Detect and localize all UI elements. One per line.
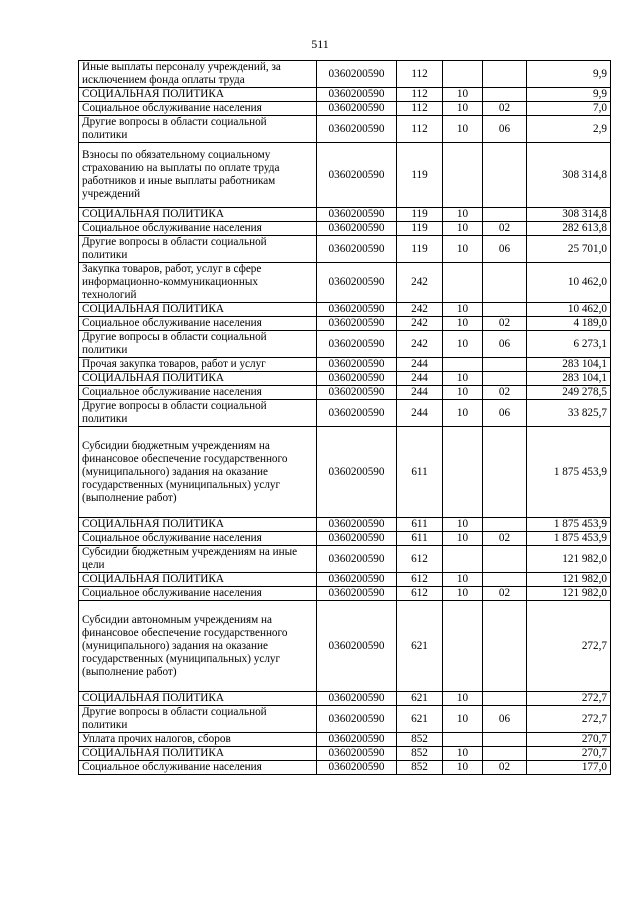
subsection-code xyxy=(483,208,527,222)
table-row xyxy=(79,427,611,518)
row-name: СОЦИАЛЬНАЯ ПОЛИТИКА xyxy=(79,692,317,706)
amount: 7,0 xyxy=(527,102,611,116)
target-code: 0360200590 xyxy=(317,518,397,532)
section-code: 10 xyxy=(443,386,483,400)
target-code: 0360200590 xyxy=(317,747,397,761)
section-code: 10 xyxy=(443,303,483,317)
amount: 282 613,8 xyxy=(527,222,611,236)
section-code: 10 xyxy=(443,331,483,358)
table-row xyxy=(79,236,611,263)
row-name: Другие вопросы в области социальной политики xyxy=(79,400,317,427)
amount: 10 462,0 xyxy=(527,263,611,303)
row-name: СОЦИАЛЬНАЯ ПОЛИТИКА xyxy=(79,88,317,102)
subsection-code xyxy=(483,427,527,518)
row-name: Другие вопросы в области социальной политики xyxy=(79,706,317,733)
subsection-code xyxy=(483,143,527,208)
subsection-code xyxy=(483,733,527,747)
section-code: 10 xyxy=(443,587,483,601)
row-name: СОЦИАЛЬНАЯ ПОЛИТИКА xyxy=(79,303,317,317)
section-code xyxy=(443,733,483,747)
page-number: 511 xyxy=(311,37,329,51)
target-code: 0360200590 xyxy=(317,236,397,263)
expense-type: 244 xyxy=(397,358,443,372)
budget-table-body xyxy=(79,61,611,775)
table-row xyxy=(79,532,611,546)
expense-type: 611 xyxy=(397,532,443,546)
subsection-code xyxy=(483,546,527,573)
expense-type: 612 xyxy=(397,587,443,601)
amount: 308 314,8 xyxy=(527,143,611,208)
section-code: 10 xyxy=(443,400,483,427)
section-code: 10 xyxy=(443,747,483,761)
target-code: 0360200590 xyxy=(317,706,397,733)
amount: 283 104,1 xyxy=(527,358,611,372)
table-row xyxy=(79,222,611,236)
amount: 308 314,8 xyxy=(527,208,611,222)
table-row xyxy=(79,747,611,761)
amount: 1 875 453,9 xyxy=(527,518,611,532)
row-name: Социальное обслуживание населения xyxy=(79,102,317,116)
subsection-code xyxy=(483,601,527,692)
section-code: 10 xyxy=(443,222,483,236)
expense-type: 119 xyxy=(397,143,443,208)
section-code: 10 xyxy=(443,317,483,331)
amount: 272,7 xyxy=(527,692,611,706)
budget-table xyxy=(78,60,611,775)
subsection-code: 02 xyxy=(483,761,527,775)
amount: 177,0 xyxy=(527,761,611,775)
amount: 272,7 xyxy=(527,706,611,733)
row-name: СОЦИАЛЬНАЯ ПОЛИТИКА xyxy=(79,747,317,761)
target-code: 0360200590 xyxy=(317,761,397,775)
target-code: 0360200590 xyxy=(317,372,397,386)
target-code: 0360200590 xyxy=(317,116,397,143)
row-name: Социальное обслуживание населения xyxy=(79,222,317,236)
row-name: Взносы по обязательному социальному страхованию на выплаты по оплате труда работников и иные выплаты работникам учреждений xyxy=(79,143,317,208)
expense-type: 119 xyxy=(397,222,443,236)
expense-type: 612 xyxy=(397,573,443,587)
target-code: 0360200590 xyxy=(317,208,397,222)
section-code: 10 xyxy=(443,518,483,532)
row-name: Социальное обслуживание населения xyxy=(79,386,317,400)
table-row xyxy=(79,573,611,587)
expense-type: 611 xyxy=(397,518,443,532)
row-name: Субсидии бюджетным учреждениям на иные цели xyxy=(79,546,317,573)
table-row xyxy=(79,692,611,706)
expense-type: 242 xyxy=(397,263,443,303)
expense-type: 852 xyxy=(397,747,443,761)
table-row xyxy=(79,546,611,573)
expense-type: 244 xyxy=(397,400,443,427)
amount: 9,9 xyxy=(527,88,611,102)
target-code: 0360200590 xyxy=(317,427,397,518)
row-name: Социальное обслуживание населения xyxy=(79,587,317,601)
table-row xyxy=(79,372,611,386)
expense-type: 119 xyxy=(397,236,443,263)
section-code xyxy=(443,358,483,372)
row-name: Другие вопросы в области социальной политики xyxy=(79,116,317,143)
table-row xyxy=(79,518,611,532)
subsection-code: 06 xyxy=(483,331,527,358)
section-code xyxy=(443,601,483,692)
row-name: СОЦИАЛЬНАЯ ПОЛИТИКА xyxy=(79,208,317,222)
row-name: Другие вопросы в области социальной политики xyxy=(79,236,317,263)
amount: 4 189,0 xyxy=(527,317,611,331)
section-code xyxy=(443,61,483,88)
target-code: 0360200590 xyxy=(317,587,397,601)
target-code: 0360200590 xyxy=(317,61,397,88)
subsection-code: 02 xyxy=(483,587,527,601)
section-code: 10 xyxy=(443,573,483,587)
row-name: СОЦИАЛЬНАЯ ПОЛИТИКА xyxy=(79,573,317,587)
row-name: Иные выплаты персоналу учреждений, за исключением фонда оплаты труда xyxy=(79,61,317,88)
target-code: 0360200590 xyxy=(317,546,397,573)
section-code: 10 xyxy=(443,532,483,546)
target-code: 0360200590 xyxy=(317,303,397,317)
section-code: 10 xyxy=(443,236,483,263)
expense-type: 242 xyxy=(397,317,443,331)
section-code: 10 xyxy=(443,116,483,143)
section-code: 10 xyxy=(443,761,483,775)
section-code xyxy=(443,143,483,208)
subsection-code: 02 xyxy=(483,317,527,331)
amount: 10 462,0 xyxy=(527,303,611,317)
subsection-code: 06 xyxy=(483,706,527,733)
amount: 1 875 453,9 xyxy=(527,427,611,518)
target-code: 0360200590 xyxy=(317,601,397,692)
section-code xyxy=(443,546,483,573)
amount: 270,7 xyxy=(527,747,611,761)
subsection-code: 06 xyxy=(483,236,527,263)
expense-type: 852 xyxy=(397,733,443,747)
section-code: 10 xyxy=(443,102,483,116)
expense-type: 852 xyxy=(397,761,443,775)
expense-type: 112 xyxy=(397,116,443,143)
row-name: СОЦИАЛЬНАЯ ПОЛИТИКА xyxy=(79,518,317,532)
table-row xyxy=(79,102,611,116)
subsection-code xyxy=(483,303,527,317)
amount: 283 104,1 xyxy=(527,372,611,386)
table-row xyxy=(79,208,611,222)
row-name: Прочая закупка товаров, работ и услуг xyxy=(79,358,317,372)
subsection-code: 02 xyxy=(483,532,527,546)
subsection-code xyxy=(483,61,527,88)
expense-type: 242 xyxy=(397,331,443,358)
amount: 121 982,0 xyxy=(527,587,611,601)
section-code: 10 xyxy=(443,88,483,102)
expense-type: 621 xyxy=(397,692,443,706)
expense-type: 621 xyxy=(397,601,443,692)
amount: 270,7 xyxy=(527,733,611,747)
table-row xyxy=(79,331,611,358)
subsection-code: 02 xyxy=(483,386,527,400)
row-name: Закупка товаров, работ, услуг в сфере информационно-коммуникационных технологий xyxy=(79,263,317,303)
subsection-code xyxy=(483,692,527,706)
section-code: 10 xyxy=(443,706,483,733)
table-row xyxy=(79,88,611,102)
table-row xyxy=(79,116,611,143)
target-code: 0360200590 xyxy=(317,222,397,236)
amount: 2,9 xyxy=(527,116,611,143)
table-row xyxy=(79,61,611,88)
section-code: 10 xyxy=(443,692,483,706)
table-row xyxy=(79,587,611,601)
subsection-code: 02 xyxy=(483,102,527,116)
section-code: 10 xyxy=(443,208,483,222)
table-row xyxy=(79,358,611,372)
row-name: Социальное обслуживание населения xyxy=(79,761,317,775)
target-code: 0360200590 xyxy=(317,143,397,208)
target-code: 0360200590 xyxy=(317,263,397,303)
subsection-code xyxy=(483,747,527,761)
table-row xyxy=(79,263,611,303)
expense-type: 112 xyxy=(397,88,443,102)
subsection-code xyxy=(483,372,527,386)
section-code: 10 xyxy=(443,372,483,386)
row-name: Субсидии бюджетным учреждениям на финансовое обеспечение государственного (муниципального) задания на оказание государственных (муниципальных) услуг (выполнение работ) xyxy=(79,427,317,518)
target-code: 0360200590 xyxy=(317,692,397,706)
amount: 121 982,0 xyxy=(527,573,611,587)
target-code: 0360200590 xyxy=(317,88,397,102)
row-name: Социальное обслуживание населения xyxy=(79,532,317,546)
target-code: 0360200590 xyxy=(317,573,397,587)
table-row xyxy=(79,386,611,400)
target-code: 0360200590 xyxy=(317,733,397,747)
subsection-code: 06 xyxy=(483,400,527,427)
target-code: 0360200590 xyxy=(317,532,397,546)
expense-type: 242 xyxy=(397,303,443,317)
expense-type: 244 xyxy=(397,386,443,400)
table-row xyxy=(79,317,611,331)
amount: 6 273,1 xyxy=(527,331,611,358)
row-name: Другие вопросы в области социальной политики xyxy=(79,331,317,358)
table-row xyxy=(79,733,611,747)
amount: 249 278,5 xyxy=(527,386,611,400)
expense-type: 621 xyxy=(397,706,443,733)
target-code: 0360200590 xyxy=(317,358,397,372)
subsection-code: 02 xyxy=(483,222,527,236)
expense-type: 112 xyxy=(397,61,443,88)
subsection-code xyxy=(483,358,527,372)
subsection-code xyxy=(483,263,527,303)
table-row xyxy=(79,706,611,733)
table-row xyxy=(79,761,611,775)
table-row xyxy=(79,601,611,692)
amount: 33 825,7 xyxy=(527,400,611,427)
subsection-code: 06 xyxy=(483,116,527,143)
target-code: 0360200590 xyxy=(317,400,397,427)
amount: 25 701,0 xyxy=(527,236,611,263)
row-name: Субсидии автономным учреждениям на финансовое обеспечение государственного (муниципального) задания на оказание государственных (муниципальных) услуг (выполнение работ) xyxy=(79,601,317,692)
table-row xyxy=(79,303,611,317)
section-code xyxy=(443,263,483,303)
expense-type: 112 xyxy=(397,102,443,116)
amount: 121 982,0 xyxy=(527,546,611,573)
target-code: 0360200590 xyxy=(317,386,397,400)
expense-type: 612 xyxy=(397,546,443,573)
table-row xyxy=(79,400,611,427)
row-name: СОЦИАЛЬНАЯ ПОЛИТИКА xyxy=(79,372,317,386)
target-code: 0360200590 xyxy=(317,102,397,116)
subsection-code xyxy=(483,88,527,102)
table-row xyxy=(79,143,611,208)
row-name: Уплата прочих налогов, сборов xyxy=(79,733,317,747)
amount: 272,7 xyxy=(527,601,611,692)
target-code: 0360200590 xyxy=(317,317,397,331)
amount: 1 875 453,9 xyxy=(527,532,611,546)
row-name: Социальное обслуживание населения xyxy=(79,317,317,331)
amount: 9,9 xyxy=(527,61,611,88)
subsection-code xyxy=(483,573,527,587)
subsection-code xyxy=(483,518,527,532)
section-code xyxy=(443,427,483,518)
expense-type: 119 xyxy=(397,208,443,222)
target-code: 0360200590 xyxy=(317,331,397,358)
expense-type: 244 xyxy=(397,372,443,386)
expense-type: 611 xyxy=(397,427,443,518)
